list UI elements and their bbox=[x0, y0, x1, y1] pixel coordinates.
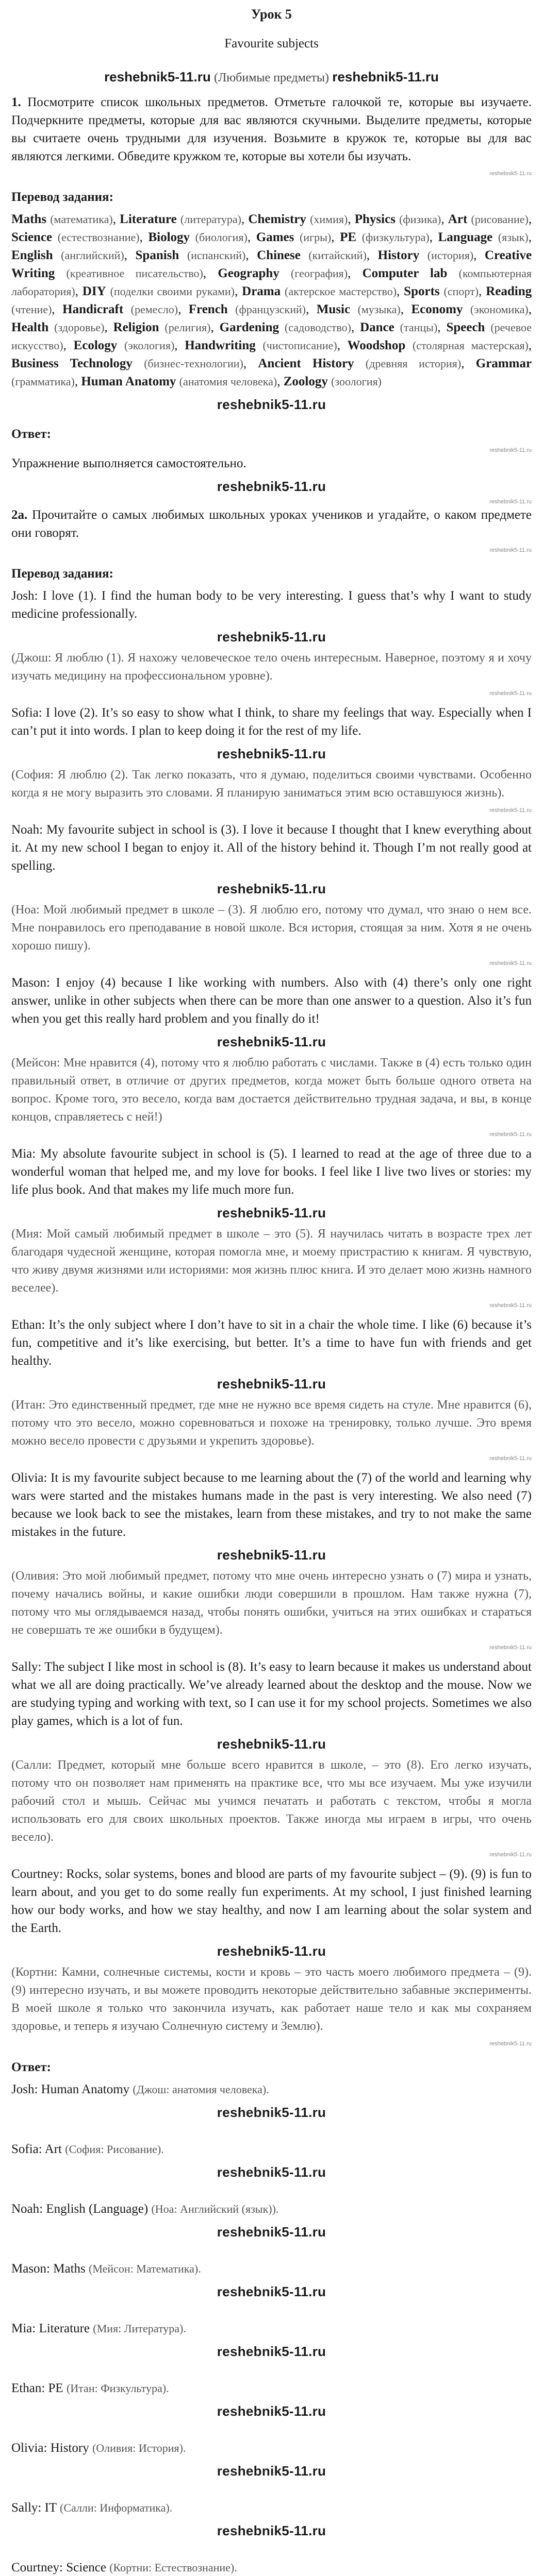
reading-block bbox=[11, 1316, 532, 1462]
reading-text-ru: (Итан: Это единственный предмет, где мне не нужно все время сидеть на стуле. Мне нравится (6), потому что это весело, можно соревноваться и похоже на тренировку, только лучше. Это время можно весело провести с друзьями и укрепить здоровье). bbox=[11, 1398, 532, 1448]
reading-text-ru: (Ноа: Мой любимый предмет в школе – (3). Я люблю его, потому что думал, что знаю о нем все. Мне понравилось его преподавание в новой школе. Вся история, стоящая за ним. Хотя я не очень хорошо пишу). bbox=[11, 903, 532, 953]
watermark: reshebnik5-11.ru bbox=[217, 2463, 326, 2479]
reading-text-en: Sofia: I love (2). It’s so easy to show what I think, to share my feelings that way. Especially when I can’t put it into words. I plan to keep doing it for the rest of my life. bbox=[11, 706, 532, 738]
subject-translation: (физика) bbox=[399, 213, 441, 226]
reading-text-ru: (Мейсон: Мне нравится (4), потому что я люблю работать с числами. Также в (4) есть только один правильный ответ, в отличие от других предметов, когда может быть больше одного ответа на вопрос. Кроме того, это весело, когда вам достается действительно трудная задача, и вы, в конце концов, справляетесь с ней!) bbox=[11, 1056, 532, 1124]
lesson-title: Favourite subjects bbox=[224, 37, 319, 50]
subject-translation: (актерское мастерство) bbox=[285, 285, 397, 298]
subject-name: Biology bbox=[148, 230, 190, 244]
reading-text-en: Olivia: It is my favourite subject because to me learning about the (7) of the world and learning why wars were started and the mistakes humans made in the past is very interesting. We also need (7) because we look back to see the mistakes, learn from these mistakes, and try to not make the same mistakes in the future. bbox=[11, 1471, 532, 1539]
answer-subject: English (Language) bbox=[46, 2202, 149, 2216]
answer-speaker: Sally: bbox=[11, 2501, 42, 2515]
answer-speaker: Ethan: bbox=[11, 2381, 45, 2395]
watermark: reshebnik5-11.ru bbox=[217, 746, 326, 761]
subject-translation: (музыка) bbox=[357, 303, 401, 316]
reading-text-en: Mia: My absolute favourite subject in school is (5). I learned to read at the age of three due to a wonderful woman that helped me, and my love for books. I feel like I live two lives or stories: my life plus book. And that makes my life much more fun. bbox=[11, 1147, 532, 1197]
watermark: reshebnik5-11.ru bbox=[104, 69, 211, 84]
reading-text-en: Ethan: It’s the only subject where I don’t have to sit in a chair the whole time. I like (6) because it’s fun, competitive and it’s like exercising, but better. It’s a time to have fun with friends and get healthy. bbox=[11, 1318, 532, 1368]
subject-name: Drama bbox=[242, 284, 281, 298]
subject-translation: (чистописание) bbox=[262, 339, 337, 352]
answer-translation: (Салли: Информатика). bbox=[60, 2501, 173, 2514]
subject-translation: (литература) bbox=[180, 213, 241, 226]
watermark: reshebnik5-11.ru bbox=[217, 2224, 326, 2240]
subject-name: PE bbox=[340, 230, 357, 244]
subject-name: Reading bbox=[486, 284, 532, 298]
answer-subject: IT bbox=[44, 2501, 57, 2515]
subject-translation: (математика) bbox=[50, 213, 113, 226]
answers-list bbox=[11, 2080, 532, 2576]
answer-item bbox=[11, 2140, 532, 2181]
answer-subject: History bbox=[50, 2441, 89, 2455]
watermark: reshebnik5-11.ru bbox=[217, 881, 326, 896]
subject-translation: (естествознание) bbox=[57, 231, 140, 244]
subject-translation: (религия) bbox=[164, 321, 211, 334]
task1-number: 1. bbox=[11, 95, 21, 109]
watermark: reshebnik5-11.ru bbox=[217, 629, 326, 645]
subject-name: DIY bbox=[82, 284, 106, 298]
task2a-answer-label: Ответ: bbox=[11, 2060, 51, 2074]
subject-name: Sports bbox=[404, 284, 440, 298]
subject-translation: (ремесло) bbox=[130, 303, 178, 316]
reading-block bbox=[11, 704, 532, 814]
task2a-translation-heading: Перевод задания: bbox=[11, 567, 113, 581]
answer-item bbox=[11, 2319, 532, 2361]
answer-speaker: Sofia: bbox=[11, 2142, 42, 2156]
watermark-small: reshebnik5-11.ru bbox=[489, 1645, 532, 1651]
subject-name: Creative Writing bbox=[11, 248, 532, 280]
answer-item bbox=[11, 2379, 532, 2420]
reading-text-en: Courtney: Rocks, solar systems, bones and blood are parts of my favourite subject – (9). (9) is fun to learn about, and you get to do some really fun experiments. At my school, I just finished learning how our body works, and how we stay healthy, and now I am learning about the solar system and the Earth. bbox=[11, 1867, 532, 1935]
watermark-small: reshebnik5-11.ru bbox=[489, 690, 532, 697]
reading-block bbox=[11, 974, 532, 1138]
answer-item bbox=[11, 2260, 532, 2301]
answer-translation: (Оливия: История). bbox=[92, 2442, 186, 2454]
task1-answer-label: Ответ: bbox=[11, 427, 51, 441]
subject-name: Language bbox=[438, 230, 493, 244]
watermark: reshebnik5-11.ru bbox=[217, 1736, 326, 1752]
subject-name: Ancient History bbox=[258, 357, 354, 370]
watermark-small: reshebnik5-11.ru bbox=[489, 1302, 532, 1309]
watermark: reshebnik5-11.ru bbox=[217, 1205, 326, 1221]
subject-translation: (здоровье) bbox=[54, 321, 105, 334]
subject-translation: (биология) bbox=[195, 231, 248, 244]
answer-item bbox=[11, 2200, 532, 2241]
reading-text-ru: (Кортни: Камни, солнечные системы, кости и кровь – это часть моего любимого предмета – (9). (9) интересно изучать, и вы можете проводить некоторые действительно забавные эксперименты. В моей школе я только что закончила изучать, как работает наше тело и как мы сохраняем здоровье, и теперь я изучаю Солнечную систему и Землю). bbox=[11, 1965, 532, 2033]
title-translation: (Любимые предметы) bbox=[213, 71, 330, 84]
subject-name: Business Technology bbox=[11, 357, 133, 370]
subject-translation: (грамматика) bbox=[11, 375, 75, 388]
subject-name: Physics bbox=[354, 212, 396, 226]
answer-subject: Literature bbox=[39, 2321, 90, 2335]
answer-item bbox=[11, 2080, 532, 2122]
watermark: reshebnik5-11.ru bbox=[217, 2164, 326, 2180]
subject-translation: (чтение) bbox=[11, 303, 52, 316]
answer-subject: Art bbox=[44, 2142, 62, 2156]
subject-translation: (рисование) bbox=[471, 213, 529, 226]
reading-block bbox=[11, 587, 532, 697]
watermark-small: reshebnik5-11.ru bbox=[489, 1852, 532, 1858]
subject-name: Chinese bbox=[257, 248, 301, 262]
subject-name: Computer lab bbox=[362, 266, 448, 280]
subject-translation: (речевое искусство) bbox=[11, 321, 532, 352]
watermark-small: reshebnik5-11.ru bbox=[489, 960, 532, 967]
subject-name: Science bbox=[11, 230, 53, 244]
subject-name: Zoology bbox=[283, 375, 328, 388]
answer-translation: (Мейсон: Математика). bbox=[89, 2262, 201, 2275]
subjects-list: Maths (математика), Literature (литература), Chemistry (химия), Physics (физика), Art (рисование), Science (естествознание), Biology (биология), Games (игры), PE (физкультура), Language (язык), English (английский), Spanish (испанский), Chinese (китайский), History (история), Creative Writing (креативное писательство), Geography (география), Computer lab (компьютерная лаборатория), DIY (поделки своими руками), Drama (актерское мастерство), Sports (спорт), Reading (чтение), Handicraft (ремесло), French (французский), Music (музыка), Economy (экономика), Health (здоровье), Religion (религия), Gardening (садоводство), Dance (танцы), Speech (речевое искусство), Ecology (экология), Handwriting (чистописание), Woodshop (столярная мастерская), Business Technology (бизнес-технологии), Ancient History (древняя история), Grammar (грамматика), Human Anatomy (анатомия человека), Zoology (зоология) bbox=[11, 212, 532, 388]
subject-name: Handicraft bbox=[62, 302, 124, 316]
subject-translation: (бизнес-технологии) bbox=[144, 357, 243, 370]
reading-block bbox=[11, 821, 532, 967]
subject-name: Music bbox=[316, 302, 351, 316]
answer-speaker: Noah: bbox=[11, 2202, 43, 2216]
watermark-small: reshebnik5-11.ru bbox=[489, 447, 532, 453]
answer-speaker: Josh: bbox=[11, 2082, 38, 2096]
answer-item bbox=[11, 2499, 532, 2540]
answer-subject: PE bbox=[48, 2381, 63, 2395]
reading-block bbox=[11, 1865, 532, 2047]
task1-answer-text: Упражнение выполняется самостоятельно. bbox=[11, 456, 246, 470]
subject-name: French bbox=[188, 302, 228, 316]
watermark: reshebnik5-11.ru bbox=[217, 2105, 326, 2120]
subject-translation: (анатомия человека) bbox=[179, 375, 277, 388]
watermark: reshebnik5-11.ru bbox=[217, 1376, 326, 1392]
subject-translation: (зоология) bbox=[331, 375, 382, 388]
subject-name: Economy bbox=[411, 302, 463, 316]
watermark: reshebnik5-11.ru bbox=[217, 1034, 326, 1049]
watermark-small: reshebnik5-11.ru bbox=[489, 807, 532, 814]
answer-translation: (Итан: Физкультура). bbox=[66, 2382, 169, 2395]
subject-name: Literature bbox=[120, 212, 177, 226]
subject-translation: (китайский) bbox=[308, 249, 367, 262]
answer-subject: Maths bbox=[53, 2262, 86, 2276]
subject-translation: (спорт) bbox=[443, 285, 479, 298]
subject-name: Geography bbox=[218, 266, 279, 280]
watermark: reshebnik5-11.ru bbox=[217, 479, 326, 494]
answer-subject: Human Anatomy bbox=[41, 2082, 130, 2096]
subject-translation: (креативное писательство) bbox=[66, 267, 203, 280]
reading-text-ru: (София: Я люблю (2). Так легко показать, что я думаю, поделиться своими чувствами. Особенно когда я не могу выразить это словами. Я планирую заниматься этим всю оставшуюся жизнь). bbox=[11, 768, 532, 800]
subject-name: Handwriting bbox=[185, 338, 256, 352]
reading-text-en: Sally: The subject I like most in school is (8). It’s easy to learn because it makes us understand about what we all are doing practically. We’ve already learned about the desktop and the mouse. Now we are studying typing and working with text, so I can use it for my school projects. Sometimes we also play games, which is a lot of fun. bbox=[11, 1660, 532, 1728]
subject-name: Ecology bbox=[73, 338, 118, 352]
reading-text-en: Noah: My favourite subject in school is (3). I love it because I thought that I knew everything about it. At my new school I began to enjoy it. All of the history behind it. Though I’m not really good at spelling. bbox=[11, 823, 532, 873]
subject-translation: (химия) bbox=[310, 213, 348, 226]
subject-name: Health bbox=[11, 320, 49, 334]
watermark: reshebnik5-11.ru bbox=[217, 2284, 326, 2299]
answer-translation: (Ноа: Английский (язык)). bbox=[151, 2202, 279, 2215]
subject-translation: (древняя история) bbox=[365, 357, 462, 370]
subject-name: English bbox=[11, 248, 53, 262]
subject-translation: (поделки своими руками) bbox=[110, 285, 235, 298]
watermark: reshebnik5-11.ru bbox=[217, 397, 326, 412]
subject-translation: (танцы) bbox=[400, 321, 438, 334]
subject-translation: (столярная мастерская) bbox=[412, 339, 529, 352]
watermark: reshebnik5-11.ru bbox=[217, 1547, 326, 1563]
answer-translation: (София: Рисование). bbox=[65, 2143, 164, 2156]
answer-speaker: Mia: bbox=[11, 2321, 36, 2335]
task1-translation-heading: Перевод задания: bbox=[11, 190, 113, 204]
watermark: reshebnik5-11.ru bbox=[332, 69, 439, 84]
answer-item bbox=[11, 2439, 532, 2480]
subject-name: Chemistry bbox=[248, 212, 306, 226]
subject-name: Spanish bbox=[135, 248, 179, 262]
watermark-small: reshebnik5-11.ru bbox=[489, 2041, 532, 2047]
subject-name: Human Anatomy bbox=[81, 375, 176, 388]
watermark: reshebnik5-11.ru bbox=[217, 2344, 326, 2359]
answer-speaker: Mason: bbox=[11, 2262, 50, 2276]
reading-text-en: Mason: I enjoy (4) because I like working with numbers. Also with (4) there’s only one right answer, unlike in other subjects when there can be more than one answer to a question. Also it’s fun when you get this really hard problem and you finally do it! bbox=[11, 976, 532, 1026]
reading-text-ru: (Оливия: Это мой любимый предмет, потому что мне очень интересно узнать о (7) мира и узнать, почему начались войны, и какие ошибки люди совершили в прошлом. Нам также нужна (7), потому что мы оглядываемся назад, чтобы понять ошибки, учиться на этих ошибках и стараться не совершать те же ошибки в будущем). bbox=[11, 1569, 532, 1637]
subject-translation: (компьютерная лаборатория) bbox=[11, 267, 532, 298]
subject-name: History bbox=[377, 248, 420, 262]
reading-text-en: Josh: I love (1). I find the human body to be very interesting. I guess that’s why I want to study medicine professionally. bbox=[11, 589, 532, 621]
subject-translation: (физкультура) bbox=[361, 231, 430, 244]
watermark-small: reshebnik5-11.ru bbox=[489, 1131, 532, 1138]
task2a-number: 2a. bbox=[11, 508, 28, 522]
subject-translation: (испанский) bbox=[187, 249, 246, 262]
watermark-small: reshebnik5-11.ru bbox=[489, 1455, 532, 1462]
title-translation-row bbox=[11, 68, 532, 87]
subject-name: Dance bbox=[360, 320, 394, 334]
subject-translation: (язык) bbox=[498, 231, 529, 244]
subject-translation: (игры) bbox=[300, 231, 332, 244]
answer-translation: (Кортни: Естествознание). bbox=[109, 2561, 237, 2574]
reading-text-ru: (Джош: Я люблю (1). Я нахожу человеческое тело очень интересным. Наверное, поэтому я и хочу изучать медицину на профессиональном уровне). bbox=[11, 651, 532, 683]
subject-name: Maths bbox=[11, 212, 47, 226]
subject-translation: (английский) bbox=[61, 249, 124, 262]
answer-subject: Science bbox=[66, 2561, 106, 2574]
subject-name: Games bbox=[256, 230, 294, 244]
watermark: reshebnik5-11.ru bbox=[217, 2403, 326, 2419]
subject-translation: (история) bbox=[427, 249, 474, 262]
subject-name: Woodshop bbox=[347, 338, 406, 352]
subject-name: Religion bbox=[113, 320, 159, 334]
subject-name: Art bbox=[448, 212, 468, 226]
reading-block bbox=[11, 1658, 532, 1858]
subject-translation: (экономика) bbox=[470, 303, 529, 316]
answer-translation: (Джош: анатомия человека). bbox=[133, 2083, 269, 2096]
subject-translation: (экология) bbox=[124, 339, 175, 352]
subject-name: Speech bbox=[446, 320, 485, 334]
answer-translation: (Мия: Литература). bbox=[93, 2322, 186, 2335]
subject-translation: (садоводство) bbox=[284, 321, 351, 334]
answer-item bbox=[11, 2558, 532, 2576]
reading-block bbox=[11, 1145, 532, 1309]
answer-speaker: Olivia: bbox=[11, 2441, 47, 2455]
subject-translation: (география) bbox=[291, 267, 348, 280]
reading-text-ru: (Салли: Предмет, который мне больше всего нравится в школе, – это (8). Его легко изучать, потому что он позволяет нам применять на практике все, что мы все изучаем. Мы уже изучили рабочий стол и мышь. Сейчас мы учимся печатать и работать с текстом, чтобы я могла использовать его для своих школьных проектов. Также иногда мы играем в игры, что очень весело). bbox=[11, 1758, 532, 1844]
subject-translation: (французский) bbox=[235, 303, 306, 316]
subject-name: Gardening bbox=[219, 320, 279, 334]
reading-blocks bbox=[11, 587, 532, 2047]
task1-instruction: 1. Посмотрите список школьных предметов. Отметьте галочкой те, которые вы изучаете. Подчеркните предметы, которые для вас являются скучными. Выделите предметы, которые вы считаете очень трудными для изучения. Возьмите в кружок те, которые вы для вас являются легкими. Обведите кружком те, которые вы хотели бы изучать. bbox=[11, 95, 532, 163]
watermark-small: reshebnik5-11.ru bbox=[489, 171, 532, 177]
reading-text-ru: (Мия: Мой самый любимый предмет в школе – это (5). Я научилась читать в возрасте трех лет благодаря чудесной женщине, которая помогла мне, и моему пристрастию к книгам. Я чувствую, что живу двумя жизнями или историями: моя жизнь плюс книга. И это делает мою жизнь намного веселее). bbox=[11, 1227, 532, 1295]
watermark: reshebnik5-11.ru bbox=[217, 1943, 326, 1959]
watermark-small: reshebnik5-11.ru bbox=[489, 547, 532, 553]
watermark: reshebnik5-11.ru bbox=[217, 2523, 326, 2538]
subject-name: Grammar bbox=[475, 357, 532, 370]
task2a-instruction: 2a. Прочитайте о самых любимых школьных уроках учеников и угадайте, о каком предмете они говорят. bbox=[11, 508, 532, 540]
watermark-small: reshebnik5-11.ru bbox=[489, 499, 532, 505]
lesson-number: Урок 5 bbox=[251, 7, 292, 22]
answer-speaker: Courtney: bbox=[11, 2561, 63, 2574]
reading-block bbox=[11, 1469, 532, 1651]
